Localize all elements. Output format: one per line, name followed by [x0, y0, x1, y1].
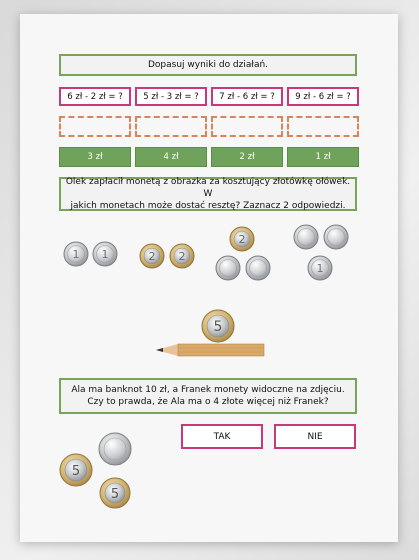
coin-value: 1	[316, 262, 324, 275]
task1-title-text: Dopasuj wyniki do działań.	[147, 60, 269, 70]
task3-question	[59, 378, 357, 414]
task3-question-line2: Czy to prawda, że Ala ma o 4 złote więcej niż Franek?	[87, 397, 329, 407]
result-tile-2[interactable]	[135, 147, 207, 167]
coin-5zl	[200, 308, 236, 344]
expression-box-1	[59, 87, 131, 106]
coin-value: 2	[178, 250, 186, 263]
no-label: NIE	[307, 431, 323, 442]
result-text: 2 zł	[239, 152, 255, 162]
coin-group-2[interactable]	[138, 240, 200, 272]
task2-question-line2: jakich monetach może dostać resztę? Zaznacz 2 odpowiedzi.	[70, 201, 346, 211]
task1-title	[59, 54, 357, 76]
result-tile-3[interactable]	[211, 147, 283, 167]
no-button[interactable]	[274, 424, 356, 449]
coin-value: 2	[238, 233, 246, 246]
result-text: 4 zł	[163, 152, 179, 162]
answer-slot-4[interactable]	[287, 116, 359, 137]
result-text: 3 zł	[87, 152, 103, 162]
coin-value: 5	[71, 464, 81, 479]
expression-text: 5 zł - 3 zł = ?	[143, 91, 199, 102]
result-tile-1[interactable]	[59, 147, 131, 167]
expression-box-3	[211, 87, 283, 106]
pencil-image	[156, 341, 266, 359]
coin-value: 2	[148, 250, 156, 263]
expression-box-4	[287, 87, 359, 106]
answer-slot-3[interactable]	[211, 116, 283, 137]
yes-button[interactable]	[181, 424, 263, 449]
result-text: 1 zł	[315, 152, 331, 162]
answer-slot-1[interactable]	[59, 116, 131, 137]
task2-question	[59, 177, 357, 211]
coin-group-3[interactable]	[213, 224, 279, 284]
worksheet	[20, 14, 398, 542]
task3-question-line1: Ala ma banknot 10 zł, a Franek monety widoczne na zdjęciu.	[71, 385, 345, 395]
expression-text: 7 zł - 6 zł = ?	[219, 91, 275, 102]
yes-label: TAK	[213, 431, 231, 442]
task2-question-line1: Olek zapłacił monetą z obrazka za kosztujący złotówkę ołówek. W	[65, 177, 351, 199]
answer-slot-2[interactable]	[135, 116, 207, 137]
franek-coins	[54, 430, 134, 510]
coin-value: 1	[72, 248, 80, 261]
expression-text: 9 zł - 6 zł = ?	[295, 91, 351, 102]
coin-group-4[interactable]	[290, 222, 356, 286]
coin-group-1[interactable]	[62, 238, 122, 270]
expression-box-2	[135, 87, 207, 106]
coin-value: 1	[101, 248, 109, 261]
result-tile-4[interactable]	[287, 147, 359, 167]
expression-text: 6 zł - 2 zł = ?	[67, 91, 123, 102]
coin-value: 5	[213, 319, 223, 335]
coin-value: 5	[110, 487, 120, 502]
